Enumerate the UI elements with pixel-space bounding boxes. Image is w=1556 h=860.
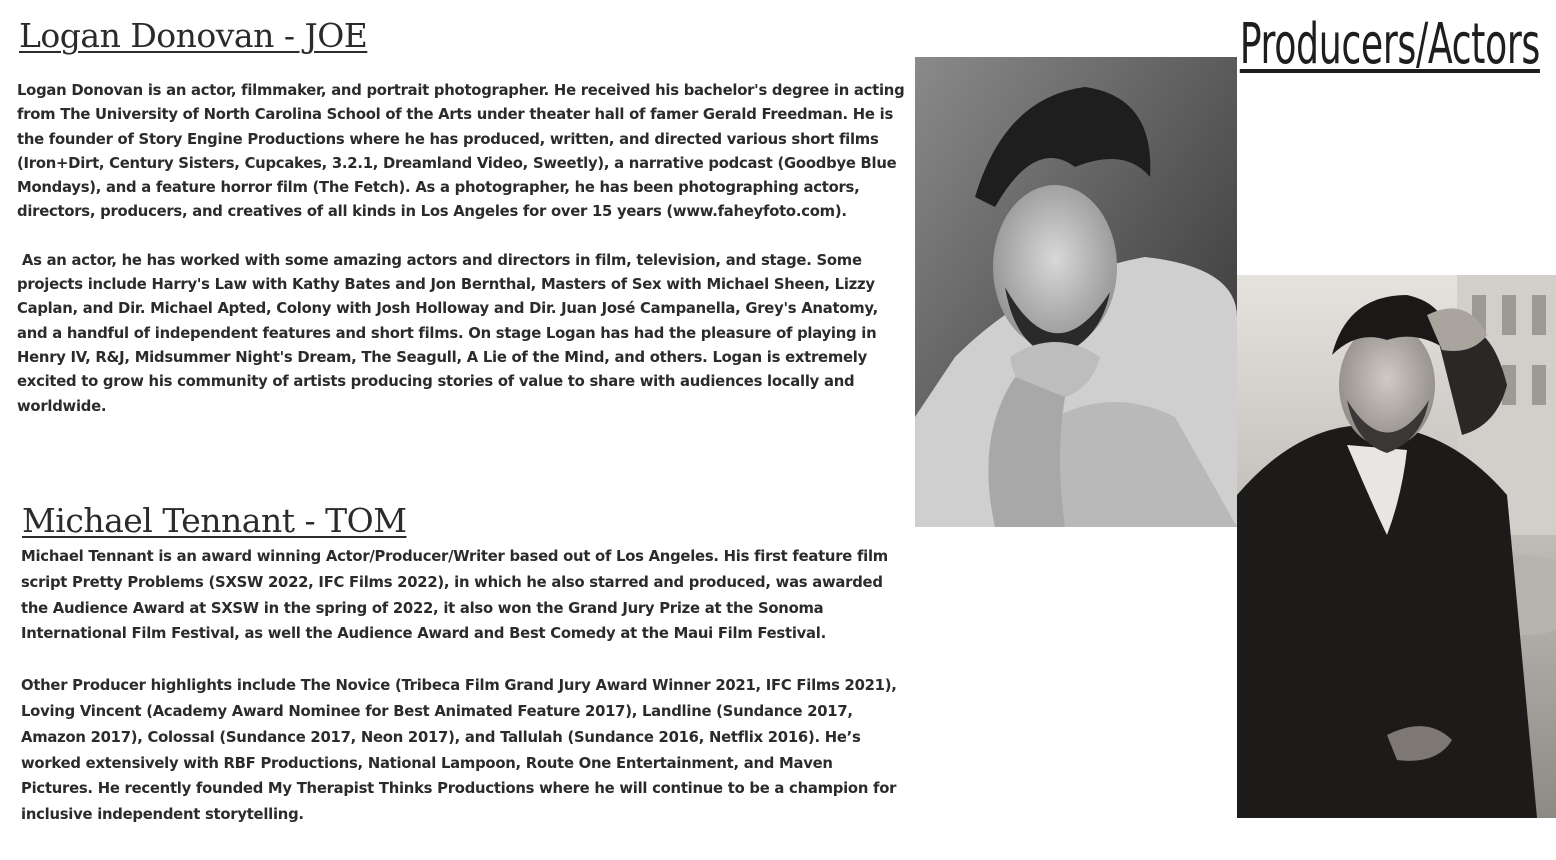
michael-tennant-photo (1237, 275, 1556, 818)
page-title: Producers/Actors (1239, 12, 1540, 77)
logan-bio-paragraph-1: Logan Donovan is an actor, filmmaker, and portrait photographer. He received his bachelor's degree in acting from The University of North Carolina School of the Arts under theater hall of famer Gerald Freedman. He is the founder of Story Engine Productions where he has produced, written, and directed various short films (Iron+Dirt, Century Sisters, Cupcakes, 3.2.1, Dreamland Video, Sweetly), a narrative podcast (Goodbye Blue Mondays), and a feature horror film (The Fetch). As a photographer, he has been photographing actors, directors, producers, and creatives of all kinds in Los Angeles for over 15 years (www.faheyfoto.com). (17, 82, 905, 221)
logan-portrait-illustration (915, 57, 1237, 527)
logan-donovan-photo (915, 57, 1237, 527)
michael-portrait-illustration (1237, 275, 1556, 818)
michael-tennant-heading: Michael Tennant - TOM (22, 501, 407, 540)
michael-bio-paragraph-2: Other Producer highlights include The Novice (Tribeca Film Grand Jury Award Winner 2021, IFC Films 2021), Loving Vincent (Academy Award Nominee for Best Animated Feature 2017), Landline (Sundance 2017, Amazon 2017), Colossal (Sundance 2017, Neon 2017), and Tallulah (Sundance 2016, Netflix 2016). He’s worked extensively with RBF Productions, National Lampoon, Route One Entertainment, and Maven Pictures. He recently founded My Therapist Thinks Productions where he will continue to be a champion for inclusive independent storytelling. (21, 677, 897, 824)
michael-tennant-bio (21, 544, 906, 828)
logan-donovan-bio (17, 79, 907, 419)
logan-bio-paragraph-2-text: As an actor, he has worked with some amazing actors and directors in film, television, and stage. Some projects include Harry's Law with Kathy Bates and Jon Bernthal, Masters of Sex with Michael Sheen, Lizzy Caplan, and Dir. Michael Apted, Colony with Josh Holloway and Dir. Juan José Campanella, Grey's Anatomy, and a handful of independent features and short films. On stage Logan has had the pleasure of playing in Henry IV, R&J, Midsummer Night's Dream, The Seagull, A Lie of the Mind, and others. Logan is extremely excited to grow his community of artists producing stories of value to share with audiences locally and worldwide. (17, 251, 878, 415)
logan-bio-paragraph-2 (17, 249, 907, 419)
logan-donovan-heading: Logan Donovan - JOE (19, 16, 368, 55)
michael-bio-paragraph-1: Michael Tennant is an award winning Actor/Producer/Writer based out of Los Angeles. His first feature film script Pretty Problems (SXSW 2022, IFC Films 2022), in which he also starred and produced, was awarded the Audience Award at SXSW in the spring of 2022, it also won the Grand Jury Prize at the Sonoma International Film Festival, as well the Audience Award and Best Comedy at the Maui Film Festival. (21, 548, 888, 643)
